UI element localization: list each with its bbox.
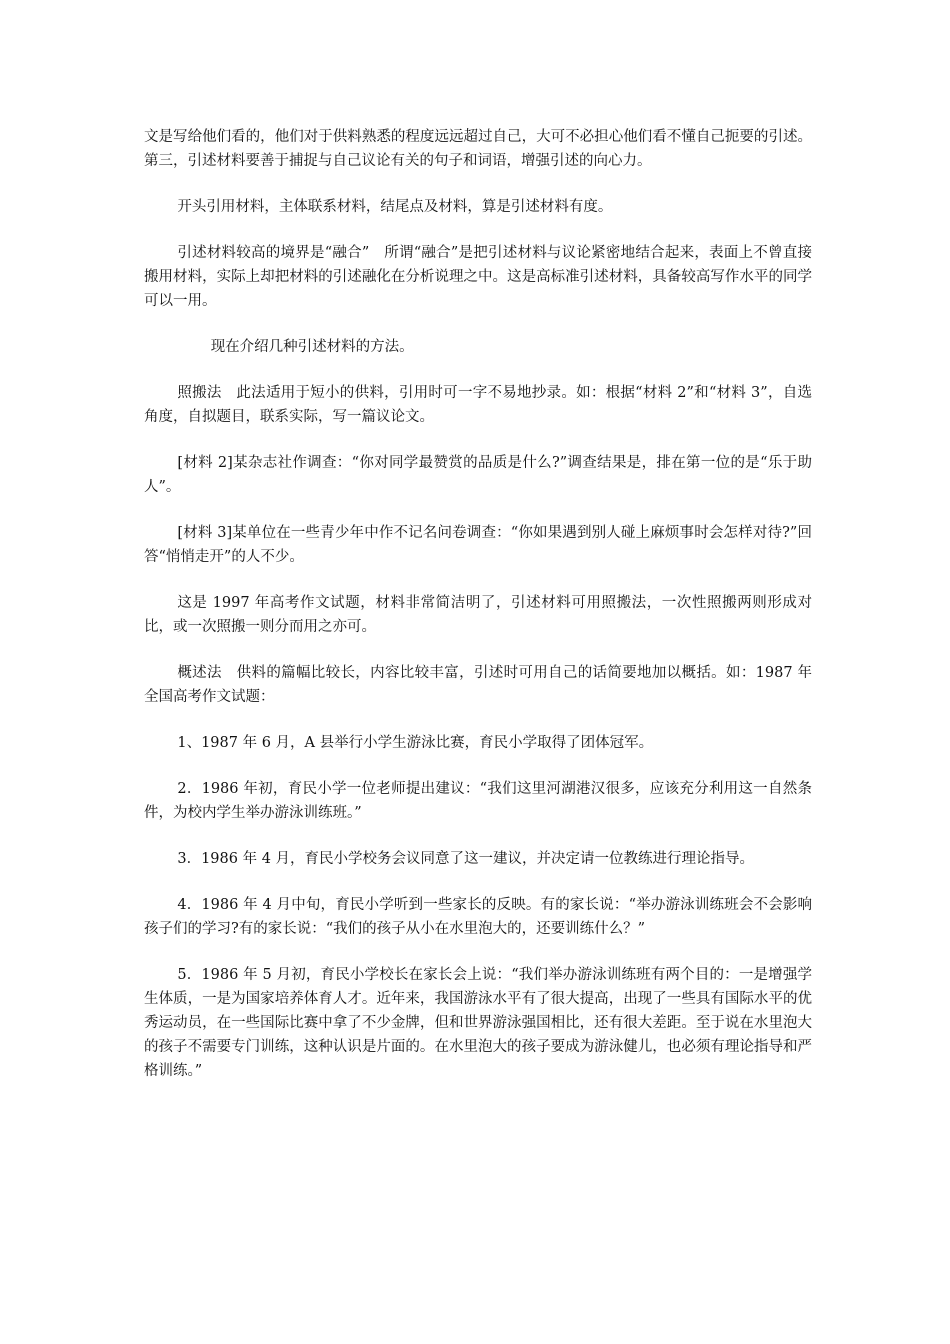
paragraph-fusion: 引述材料较高的境界是“融合” 所谓“融合”是把引述材料与议论紧密地结合起来，表面上不曾直接搬用材料，实际上却把材料的引述融化在分析说理之中。这是高标准引述材料，具备较高写作水平的同学可以一用。 xyxy=(144,245,812,309)
list-item-2: 2．1986 年初，育民小学一位老师提出建议：“我们这里河湖港汉很多，应该充分利用这一自然条件，为校内学生举办游泳训练班。” xyxy=(144,781,812,821)
paragraph-summary-method: 概述法 供料的篇幅比较长，内容比较丰富，引述时可用自己的话简要地加以概括。如：1987 年全国高考作文试题： xyxy=(144,665,812,705)
paragraph-material-degree: 开头引用材料，主体联系材料，结尾点及材料，算是引述材料有度。 xyxy=(177,199,613,215)
list-item-1: 1、1987 年 6 月，A 县举行小学生游泳比赛，育民小学取得了团体冠军。 xyxy=(177,735,654,751)
list-item-4: 4．1986 年 4 月中旬，育民小学听到一些家长的反映。有的家长说：“举办游泳训练班会不会影响孩子们的学习?有的家长说：“我们的孩子从小在水里泡大的，还要训练什么？” xyxy=(144,897,812,937)
paragraph-1997-exam: 这是 1997 年高考作文试题，材料非常简洁明了，引述材料可用照搬法，一次性照搬两则形成对比，或一次照搬一则分而用之亦可。 xyxy=(144,595,812,635)
paragraph-material-2: [材料 2]某杂志社作调查：“你对同学最赞赏的品质是什么?”调查结果是，排在第一位的是“乐于助人”。 xyxy=(144,455,812,495)
paragraph-copy-method: 照搬法 此法适用于短小的供料，引用时可一字不易地抄录。如：根据“材料 2”和“材料 3”，自选角度，自拟题目，联系实际，写一篇议论文。 xyxy=(144,385,812,425)
list-item-3: 3．1986 年 4 月，育民小学校务会议同意了这一建议，并决定请一位教练进行理论指导。 xyxy=(177,851,755,867)
paragraph-continuation: 文是写给他们看的，他们对于供料熟悉的程度远远超过自己，大可不必担心他们看不懂自己扼要的引述。第三，引述材料要善于捕捉与自己议论有关的句子和词语，增强引述的向心力。 xyxy=(144,129,812,169)
paragraph-methods-intro: 现在介绍几种引述材料的方法。 xyxy=(210,339,414,355)
list-item-5: 5．1986 年 5 月初，育民小学校长在家长会上说：“我们举办游泳训练班有两个目的：一是增强学生体质，一是为国家培养体育人才。近年来，我国游泳水平有了很大提高，出现了一些具有国际水平的优秀运动员，在一些国际比赛中拿了不少金牌，但和世界游泳强国相比，还有很大差距。至于说在水里泡大的孩子不需要专门训练，这种认识是片面的。在水里泡大的孩子要成为游泳健儿，也必须有理论指导和严格训练。” xyxy=(144,967,812,1079)
document-page xyxy=(144,125,812,1105)
paragraph-material-3: [材料 3]某单位在一些青少年中作不记名问卷调查：“你如果遇到别人碰上麻烦事时会怎样对待?”回答“悄悄走开”的人不少。 xyxy=(144,525,812,565)
